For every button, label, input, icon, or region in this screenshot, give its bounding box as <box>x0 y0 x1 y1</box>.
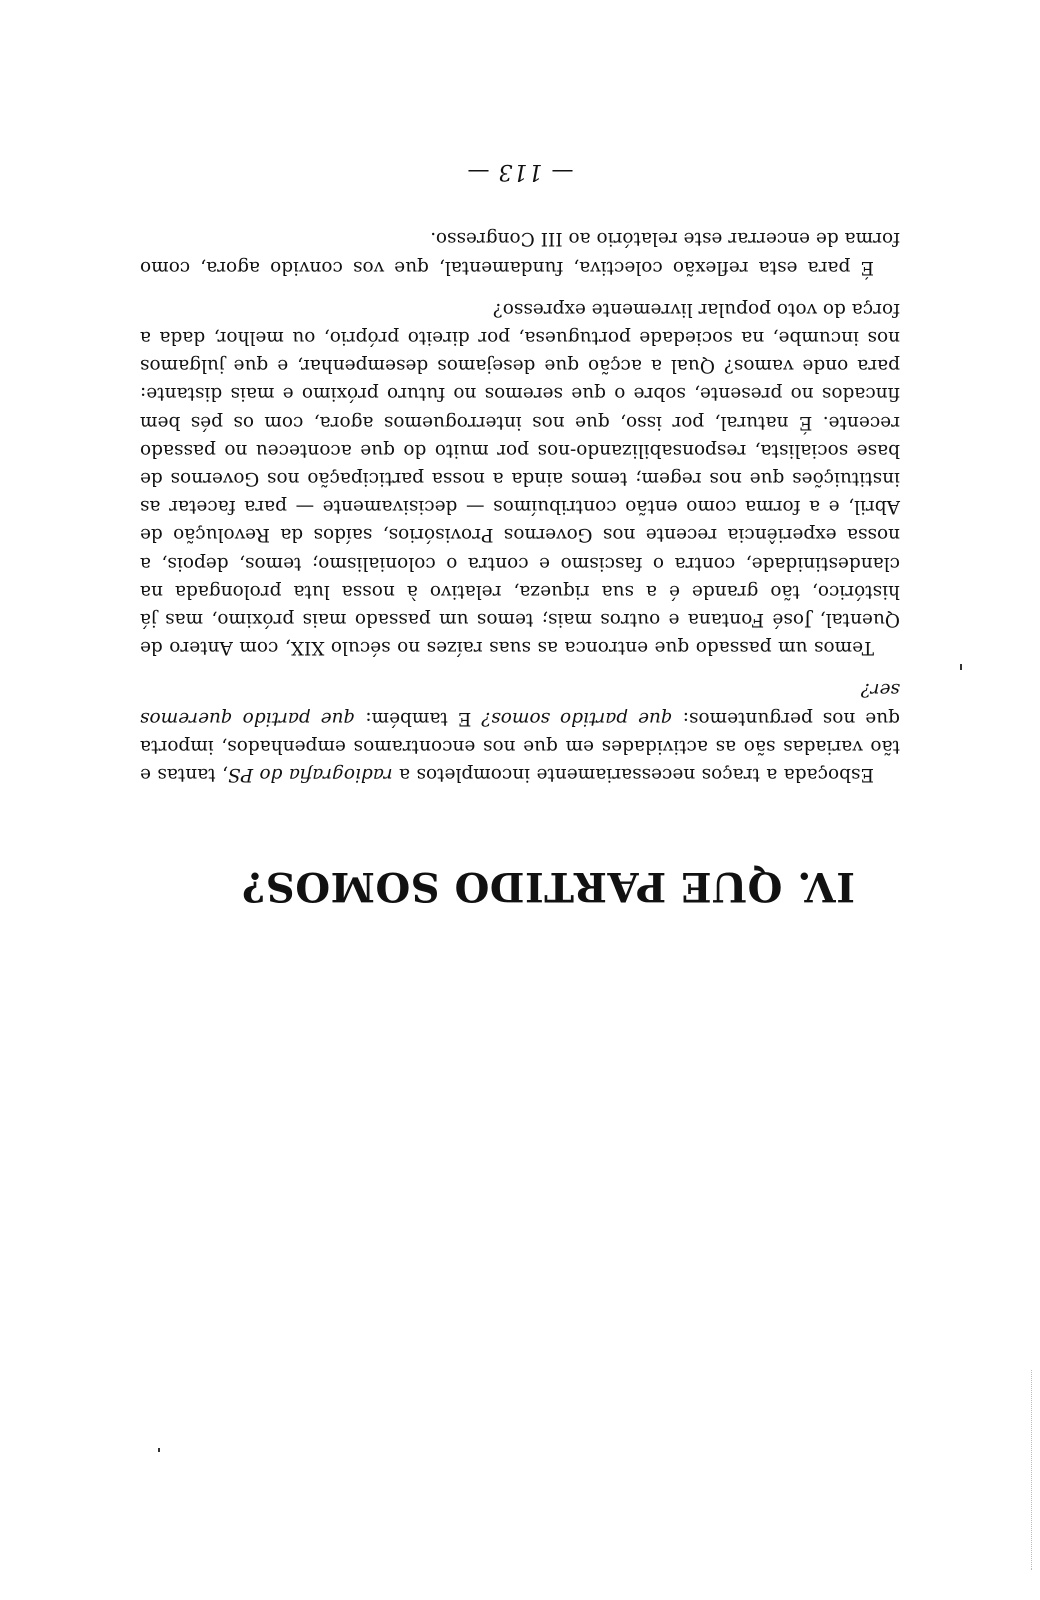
intro-text-2: , tantas e tão variadas são as actividades em que nos encontramos empenhados, importa que nos perguntemos: <box>140 707 900 785</box>
chapter-title: IV. QUE PARTIDO SOMOS? <box>241 863 855 910</box>
paragraph-closing: É para esta reflexão colectiva, fundamental, que vos convido agora, como forma de encerrar este relatório ao III Congresso. <box>140 228 900 278</box>
page-number-dash-right: — <box>466 159 498 185</box>
paragraph-intro <box>140 675 900 788</box>
intro-text-3: E também: <box>355 707 482 729</box>
page-number <box>140 159 900 184</box>
intro-emphasis-1: radiografia do PS <box>227 764 393 785</box>
scan-mark <box>960 664 962 670</box>
scan-edge <box>1029 1370 1032 1570</box>
intro-emphasis-3: que partido queremos ser? <box>140 679 900 729</box>
intro-text-1: Esboçada a traços necessariamente incompletos a <box>392 764 874 785</box>
page-content <box>140 159 900 910</box>
intro-emphasis-2: que partido somos? <box>481 707 673 729</box>
page-number-value: 113 <box>497 159 543 185</box>
page-number-dash-left: — <box>542 159 574 185</box>
paragraph-history: Temos um passado que entronca as suas raízes no século XIX, com Antero de Quental, José Fontana e outros mais; temos um passado mais próximo, mas já histórico, tão grande é a sua riqueza, relativo à nossa luta prolongada na clandestinidade, contra o fascismo e contra o colonialismo; temos, depois, a nossa experiência recente nos Governos Provisórios, saídos da Revolução de Abril, e a forma como então contribuímos — decisivamente — para facetar as instituições que nos regem; temos ainda a nossa participação nos Governos de base socialista, responsabilizando-nos por muito do que aconteceu no passado recente. É natural, por isso, que nos interroguemos agora, com os pés bem fincados no presente, sobre o que seremos no futuro próximo e mais distante: para onde vamos? Qual a acção que desejamos desempenhar, e que julgamos nos incumbe, na sociedade portuguesa, por direito próprio, ou melhor, dada a força do voto popular livremente expresso? <box>140 298 900 659</box>
scan-mark-dot <box>158 1448 160 1452</box>
